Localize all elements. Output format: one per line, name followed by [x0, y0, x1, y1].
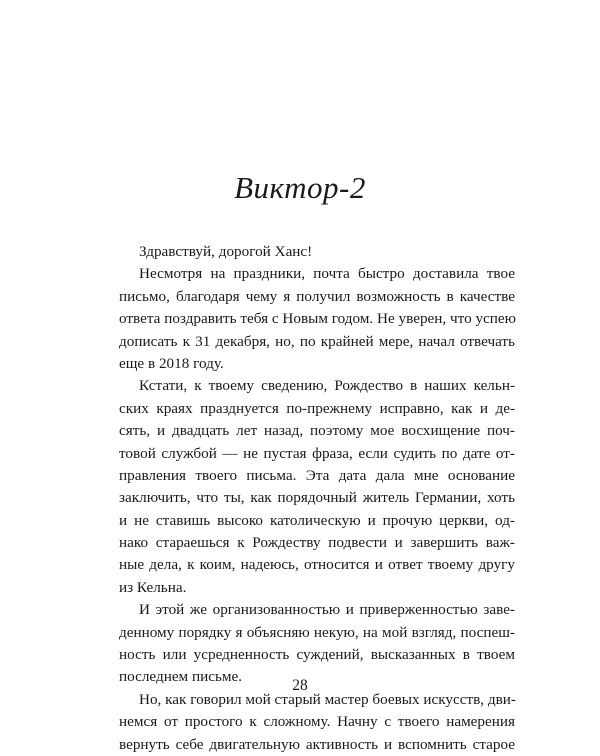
text-line: заключить, что ты, как порядочный житель Германии, хоть [119, 489, 515, 507]
text-line: товой службой — не пустая фраза, если судить по дате от- [119, 444, 515, 462]
text-line: письмо, благодаря чему я получил возможность в качестве [119, 287, 515, 305]
text-line: последнем письме. [119, 668, 243, 686]
text-line: вернуть себе двигательную активность и вспомнить старое [119, 735, 515, 753]
text-line: ность или усредненность суждений, высказанных в твоем [119, 646, 515, 664]
text-line: Кстати, к твоему сведению, Рождество в наших кельн- [139, 377, 515, 395]
text-line: немся от простого к сложному. Начну с твоего намерения [119, 713, 515, 731]
text-line: правления твоего письма. Эта дата дала мне основание [119, 466, 515, 484]
text-line: и не ставишь высоко католическую и прочую церкви, од- [119, 511, 515, 529]
text-line: Здравствуй, дорогой Ханс! [139, 243, 313, 260]
page-number: 28 [292, 677, 308, 694]
text-line: дописать к 31 декабря, но, по крайней мере, начал отвечать [119, 332, 515, 350]
text-line: еще в 2018 году. [119, 354, 224, 372]
text-line: сять, и двадцать лет назад, поэтому мое восхищение поч- [119, 422, 515, 440]
text-line: ответа поздравить тебя с Новым годом. Не уверен, что успею [119, 310, 517, 328]
text-line: ских краях празднуется по-прежнему исправно, как и де- [119, 399, 515, 417]
text-line: Но, как говорил мой старый мастер боевых искусств, дви- [139, 690, 516, 708]
text-line: Несмотря на праздники, почта быстро доставила твое [139, 265, 515, 283]
text-line: ные дела, к коим, надеюсь, относится и ответ твоему другу [119, 556, 515, 574]
text-line: из Кельна. [119, 578, 187, 596]
chapter-title: Виктор-2 [234, 170, 366, 205]
text-line: денному порядку я объясняю некую, на мой взгляд, поспеш- [119, 623, 515, 641]
text-line: нако стараешься к Рождеству подвести и завершить важ- [119, 534, 515, 552]
text-line: И этой же организованностью и приверженностью заве- [139, 601, 515, 619]
